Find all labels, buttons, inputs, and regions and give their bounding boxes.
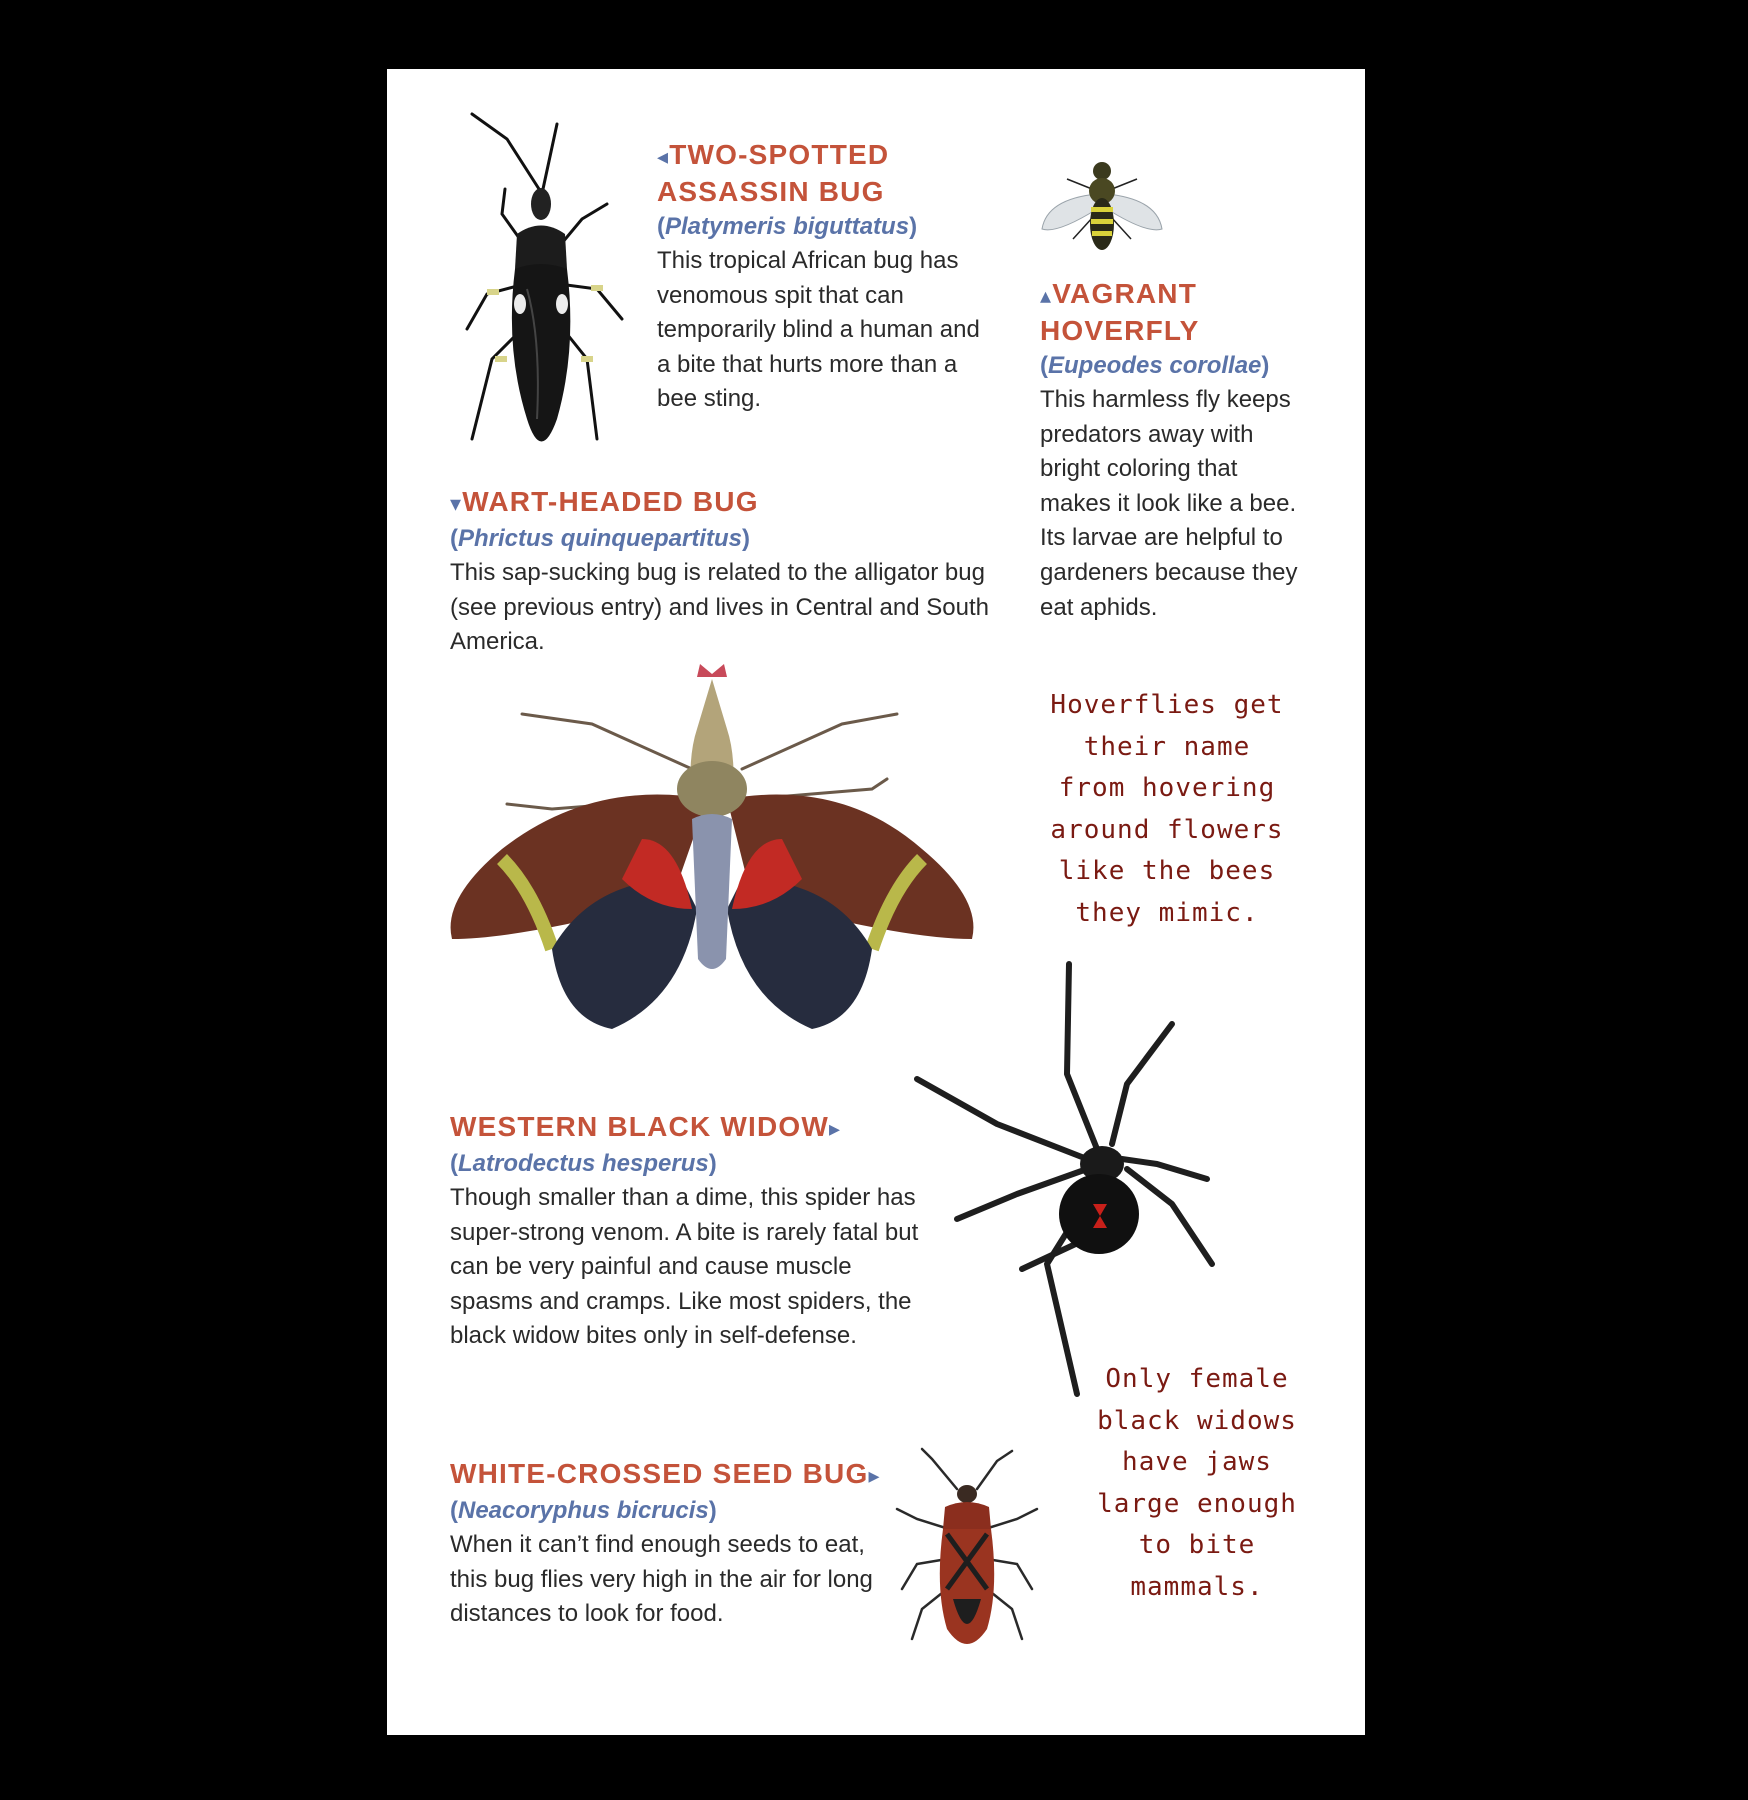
entry-title: ◂TWO-SPOTTED ASSASSIN BUG	[657, 139, 890, 207]
assassin-bug-illustration	[447, 119, 637, 479]
entry-title: ▴VAGRANT HOVERFLY	[1040, 278, 1200, 346]
entry-description: Though smaller than a dime, this spider has super-strong venom. A bite is rarely fatal but can be very painful and cause muscle spasms and cramps. Like most spiders, the black widow bites only in self-defense.	[450, 1184, 919, 1350]
arrow-down-icon: ▾	[450, 491, 463, 516]
seed-bug-illustration	[887, 1449, 1047, 1659]
entry-description: This sap-sucking bug is related to the alligator bug (see previous entry) and lives in Central and South America.	[450, 559, 989, 656]
arrow-left-icon: ◂	[657, 144, 670, 169]
scientific-name: (Phrictus quinquepartitus)	[450, 525, 751, 552]
scientific-name: (Platymeris biguttatus)	[657, 213, 918, 240]
wart-headed-bug-illustration	[442, 659, 982, 1039]
scientific-name: (Eupeodes corollae)	[1040, 352, 1270, 379]
entry-wart-headed-bug	[450, 484, 1020, 660]
black-widow-illustration	[907, 964, 1227, 1404]
entry-title: ▾WART-HEADED BUG	[450, 486, 759, 517]
entry-two-spotted-assassin-bug	[657, 137, 997, 417]
book-page	[387, 69, 1365, 1735]
entry-white-crossed-seed-bug	[450, 1456, 890, 1632]
scientific-name: (Latrodectus hesperus)	[450, 1150, 717, 1177]
entry-western-black-widow	[450, 1109, 920, 1354]
arrow-right-icon: ▸	[828, 1116, 842, 1141]
arrow-right-icon: ▸	[868, 1463, 881, 1488]
arrow-up-icon: ▴	[1040, 283, 1053, 308]
note-hoverflies: Hoverflies get their name from hovering around flowers like the bees they mimic.	[1050, 690, 1284, 928]
entry-vagrant-hoverfly	[1040, 276, 1310, 625]
entry-description: This tropical African bug has venomous spit that can temporarily blind a human and a bite that hurts more than a bee sting.	[657, 247, 980, 413]
note-black-widows: Only female black widows have jaws large enough to bite mammals.	[1097, 1364, 1297, 1602]
entry-description: When it can’t find enough seeds to eat, this bug flies very high in the air for long distances to look for food.	[450, 1531, 873, 1628]
entry-title: WESTERN BLACK WIDOW▸	[450, 1111, 842, 1142]
hoverfly-illustration	[1037, 149, 1167, 259]
entry-title: WHITE-CROSSED SEED BUG▸	[450, 1458, 881, 1489]
entry-description: This harmless fly keeps predators away with bright coloring that makes it look like a bee. Its larvae are helpful to gardeners because they eat aphids.	[1040, 386, 1298, 621]
scientific-name: (Neacoryphus bicrucis)	[450, 1497, 717, 1524]
